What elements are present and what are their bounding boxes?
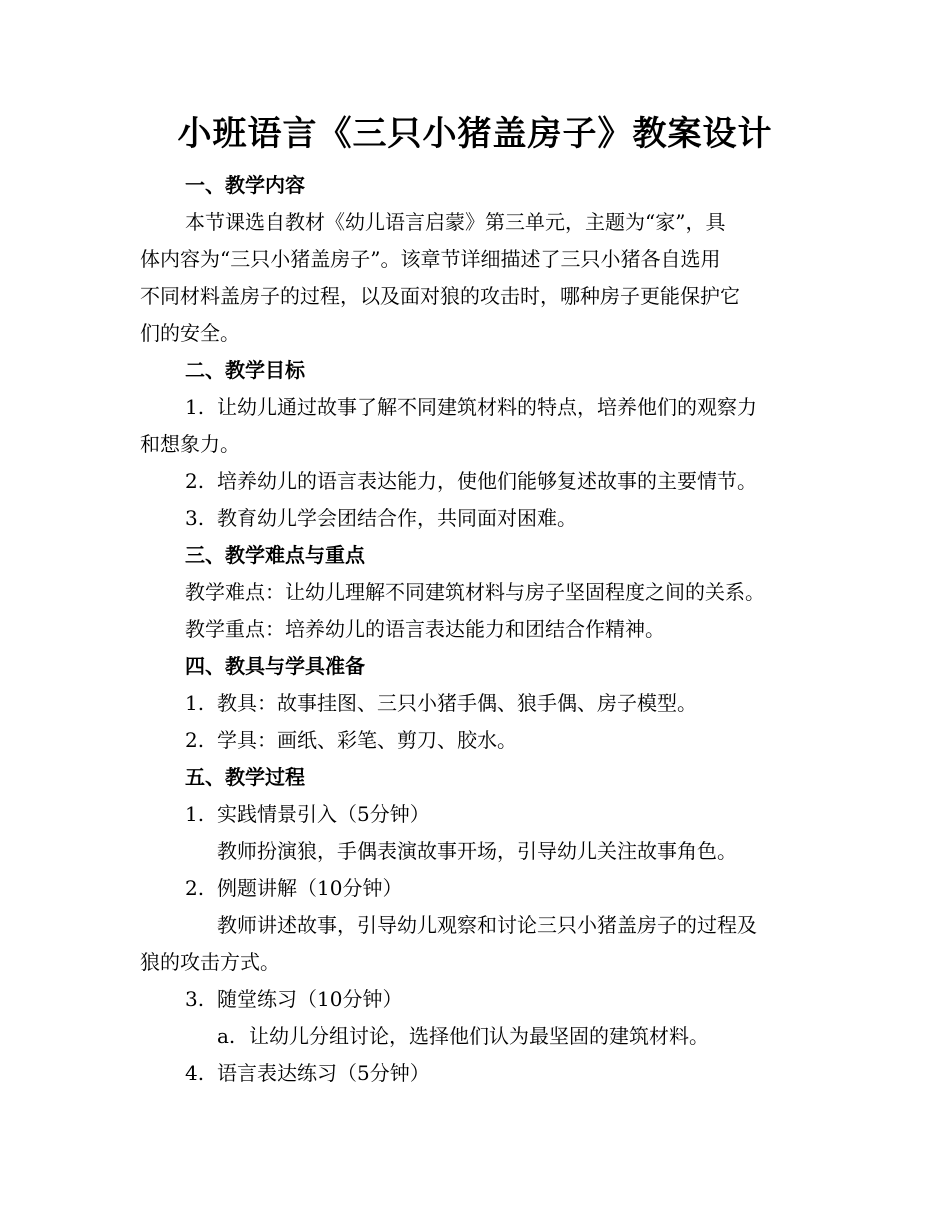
step-description: 教师讲述故事，引导幼儿观察和讨论三只小猪盖房子的过程及 — [217, 913, 757, 937]
section-heading-materials: 四、教具与学具准备 — [185, 654, 365, 678]
paragraph-line: 不同材料盖房子的过程，以及面对狼的攻击时，哪种房子更能保护它 — [140, 284, 740, 308]
list-item — [185, 800, 430, 828]
sub-list-item — [217, 1022, 709, 1050]
list-text: 让幼儿通过故事了解不同建筑材料的特点，培养他们的观察力 — [217, 395, 757, 419]
section-heading-difficulties: 三、教学难点与重点 — [185, 543, 365, 567]
list-number: 2. — [185, 728, 205, 752]
sub-list-letter: a. — [217, 1024, 236, 1048]
paragraph-line: 教学难点：让幼儿理解不同建筑材料与房子坚固程度之间的关系。 — [185, 580, 765, 604]
list-text: 培养幼儿的语言表达能力，使他们能够复述故事的主要情节。 — [217, 469, 757, 493]
paragraph-line: 教学重点：培养幼儿的语言表达能力和团结合作精神。 — [185, 617, 665, 641]
list-item — [185, 1059, 430, 1087]
list-number: 1. — [185, 691, 205, 715]
paragraph-line: 们的安全。 — [140, 321, 240, 345]
step-description: 教师扮演狼，手偶表演故事开场，引导幼儿关注故事角色。 — [217, 839, 737, 863]
list-item — [185, 689, 697, 717]
list-text: 语言表达练习（5分钟） — [217, 1061, 430, 1085]
list-number: 2. — [185, 876, 205, 900]
list-item — [185, 467, 757, 495]
list-number: 4. — [185, 1061, 205, 1085]
list-number: 1. — [185, 395, 205, 419]
section-heading-process: 五、教学过程 — [185, 765, 305, 789]
list-number: 3. — [185, 987, 205, 1011]
sub-list-text: 让幼儿分组讨论，选择他们认为最坚固的建筑材料。 — [249, 1024, 709, 1048]
paragraph-line: 体内容为“三只小猪盖房子”。该章节详细描述了三只小猪各自选用 — [140, 247, 721, 271]
list-number: 2. — [185, 469, 205, 493]
list-number: 1. — [185, 802, 205, 826]
list-item — [185, 985, 402, 1013]
list-number: 3. — [185, 506, 205, 530]
list-item — [185, 504, 577, 532]
list-item-continuation: 和想象力。 — [140, 432, 240, 456]
list-text: 教育幼儿学会团结合作，共同面对困难。 — [217, 506, 577, 530]
list-item — [185, 393, 757, 421]
list-text: 随堂练习（10分钟） — [217, 987, 403, 1011]
section-heading-content: 一、教学内容 — [185, 173, 305, 197]
step-description-continuation: 狼的攻击方式。 — [140, 950, 280, 974]
list-text: 学具：画纸、彩笔、剪刀、胶水。 — [217, 728, 517, 752]
list-text: 教具：故事挂图、三只小猪手偶、狼手偶、房子模型。 — [217, 691, 697, 715]
list-item — [185, 726, 517, 754]
list-text: 例题讲解（10分钟） — [217, 876, 403, 900]
paragraph-line: 本节课选自教材《幼儿语言启蒙》第三单元，主题为“家”，具 — [185, 210, 726, 234]
list-item — [185, 874, 402, 902]
section-heading-objectives: 二、教学目标 — [185, 358, 305, 382]
list-text: 实践情景引入（5分钟） — [217, 802, 430, 826]
document-title: 小班语言《三只小猪盖房子》教案设计 — [177, 114, 773, 154]
